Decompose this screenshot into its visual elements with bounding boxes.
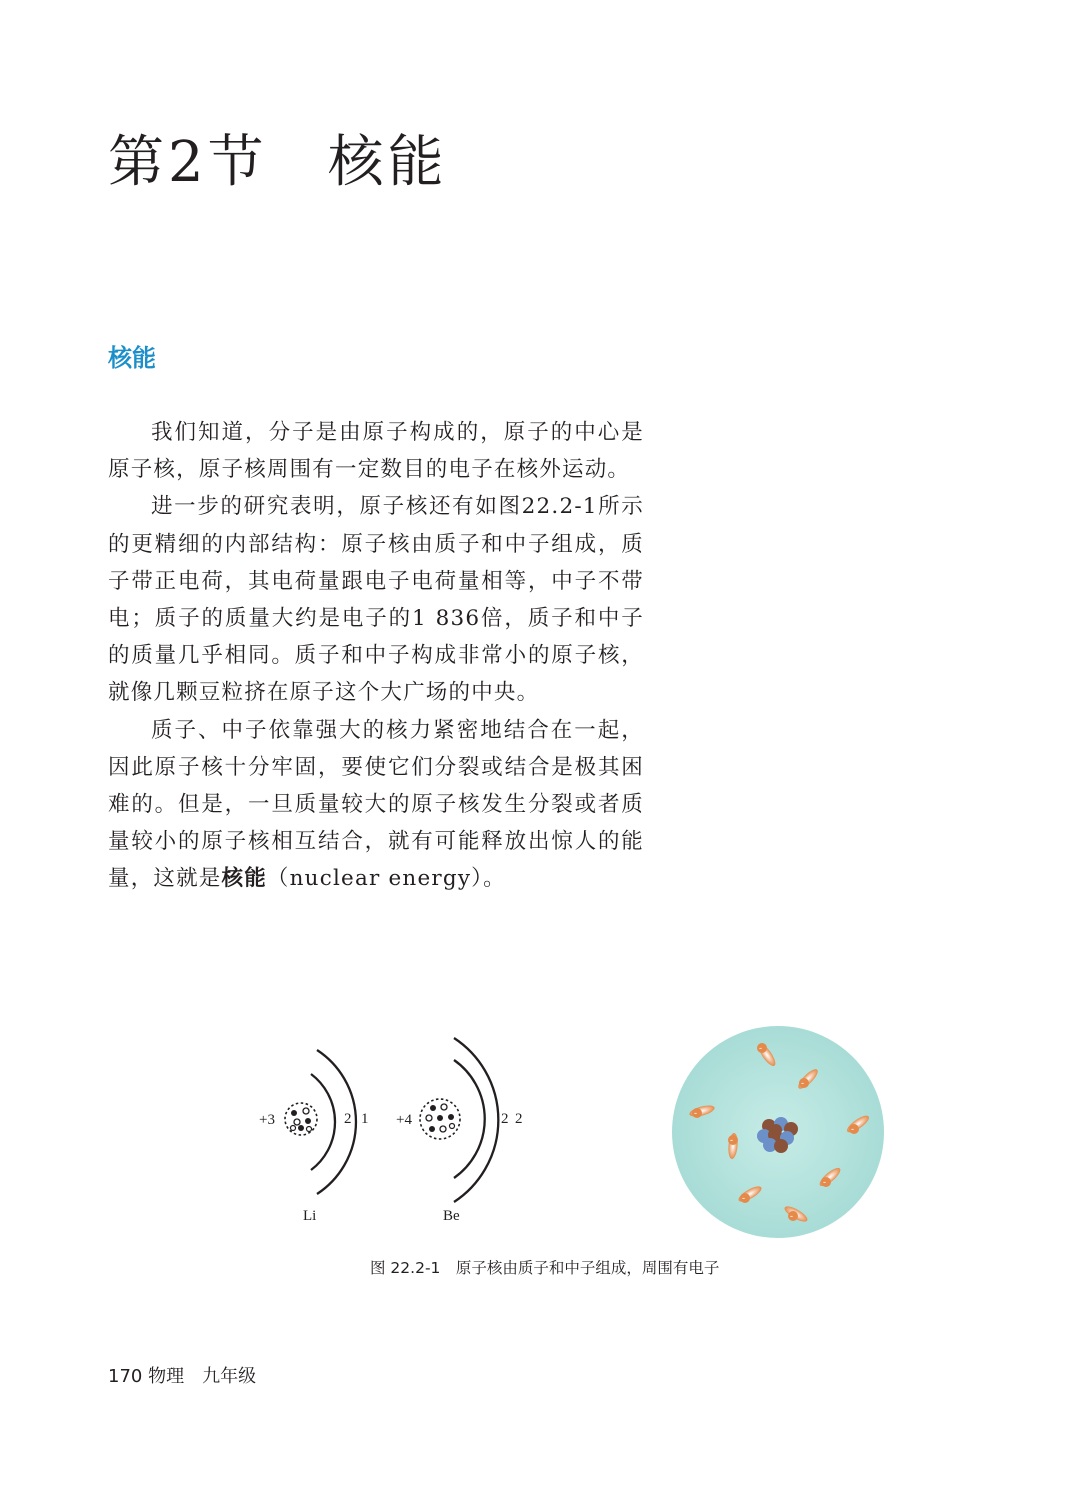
- figure-atomic-structure: [240, 1022, 900, 1247]
- paragraph-3-end: （nuclear energy）。: [266, 866, 506, 892]
- li-element-label: Li: [303, 1208, 317, 1224]
- book-title: 物理 九年级: [148, 1366, 257, 1387]
- be-nucleons: [426, 1104, 455, 1132]
- svg-text:-: -: [790, 1212, 794, 1222]
- be-shell-1-count: 2: [501, 1111, 509, 1127]
- be-shell-2-count: 2: [515, 1111, 523, 1127]
- section-title: 第2节 核能: [108, 130, 448, 195]
- li-shell-1-count: 2: [344, 1111, 352, 1127]
- figure-caption: 图 22.2-1 原子核由质子和中子组成，周围有电子: [370, 1259, 720, 1277]
- svg-text:-: -: [801, 1079, 805, 1089]
- page-footer: [108, 1362, 256, 1388]
- subheading-nuclear-energy: 核能: [108, 344, 156, 372]
- paragraph-2: 进一步的研究表明，原子核还有如图22.2-1所示的更精细的内部结构：原子核由质子和中子组成，质子带正电荷，其电荷量跟电子电荷量相等，中子不带电；质子的质量大约是电子的1 836倍，质子和中子的质量几乎相同。质子和中子构成非常小的原子核，就像几颗豆粒挤在原子这个大广场的中央。: [108, 494, 644, 706]
- svg-text:-: -: [759, 1044, 763, 1054]
- paragraph-1: 我们知道，分子是由原子构成的，原子的中心是原子核，原子核周围有一定数目的电子在核外运动。: [108, 420, 644, 483]
- be-element-label: Be: [443, 1208, 460, 1224]
- svg-text:-: -: [694, 1109, 698, 1119]
- svg-text:-: -: [742, 1194, 746, 1204]
- page-number: 170: [108, 1366, 143, 1387]
- be-shell-1-arc: [454, 1060, 485, 1178]
- be-nuclear-charge: +4: [396, 1112, 412, 1128]
- svg-text:-: -: [851, 1125, 855, 1135]
- li-shell-1-arc: [311, 1074, 335, 1170]
- li-nuclear-charge: +3: [259, 1112, 275, 1128]
- atom-model-illustration: [672, 1026, 884, 1238]
- term-nuclear-energy: 核能: [221, 866, 267, 892]
- paragraph-3-text: 质子、中子依靠强大的核力紧密地结合在一起，因此原子核十分牢固，要使它们分裂或结合是极其困难的。但是，一旦质量较大的原子核发生分裂或者质量较小的原子核相互结合，就有可能释放出惊人的能量，这就是: [108, 717, 644, 892]
- svg-text:-: -: [730, 1136, 734, 1146]
- nucleon-neutron: [770, 1124, 782, 1136]
- li-shell-2-count: 1: [361, 1111, 369, 1127]
- body-text: [108, 414, 644, 898]
- li-nucleons: [291, 1108, 312, 1132]
- be-atom-diagram: [396, 1038, 523, 1224]
- li-atom-diagram: [259, 1050, 369, 1224]
- paragraph-3: [108, 712, 644, 898]
- nucleon-neutron: [774, 1139, 788, 1153]
- svg-text:-: -: [823, 1178, 827, 1188]
